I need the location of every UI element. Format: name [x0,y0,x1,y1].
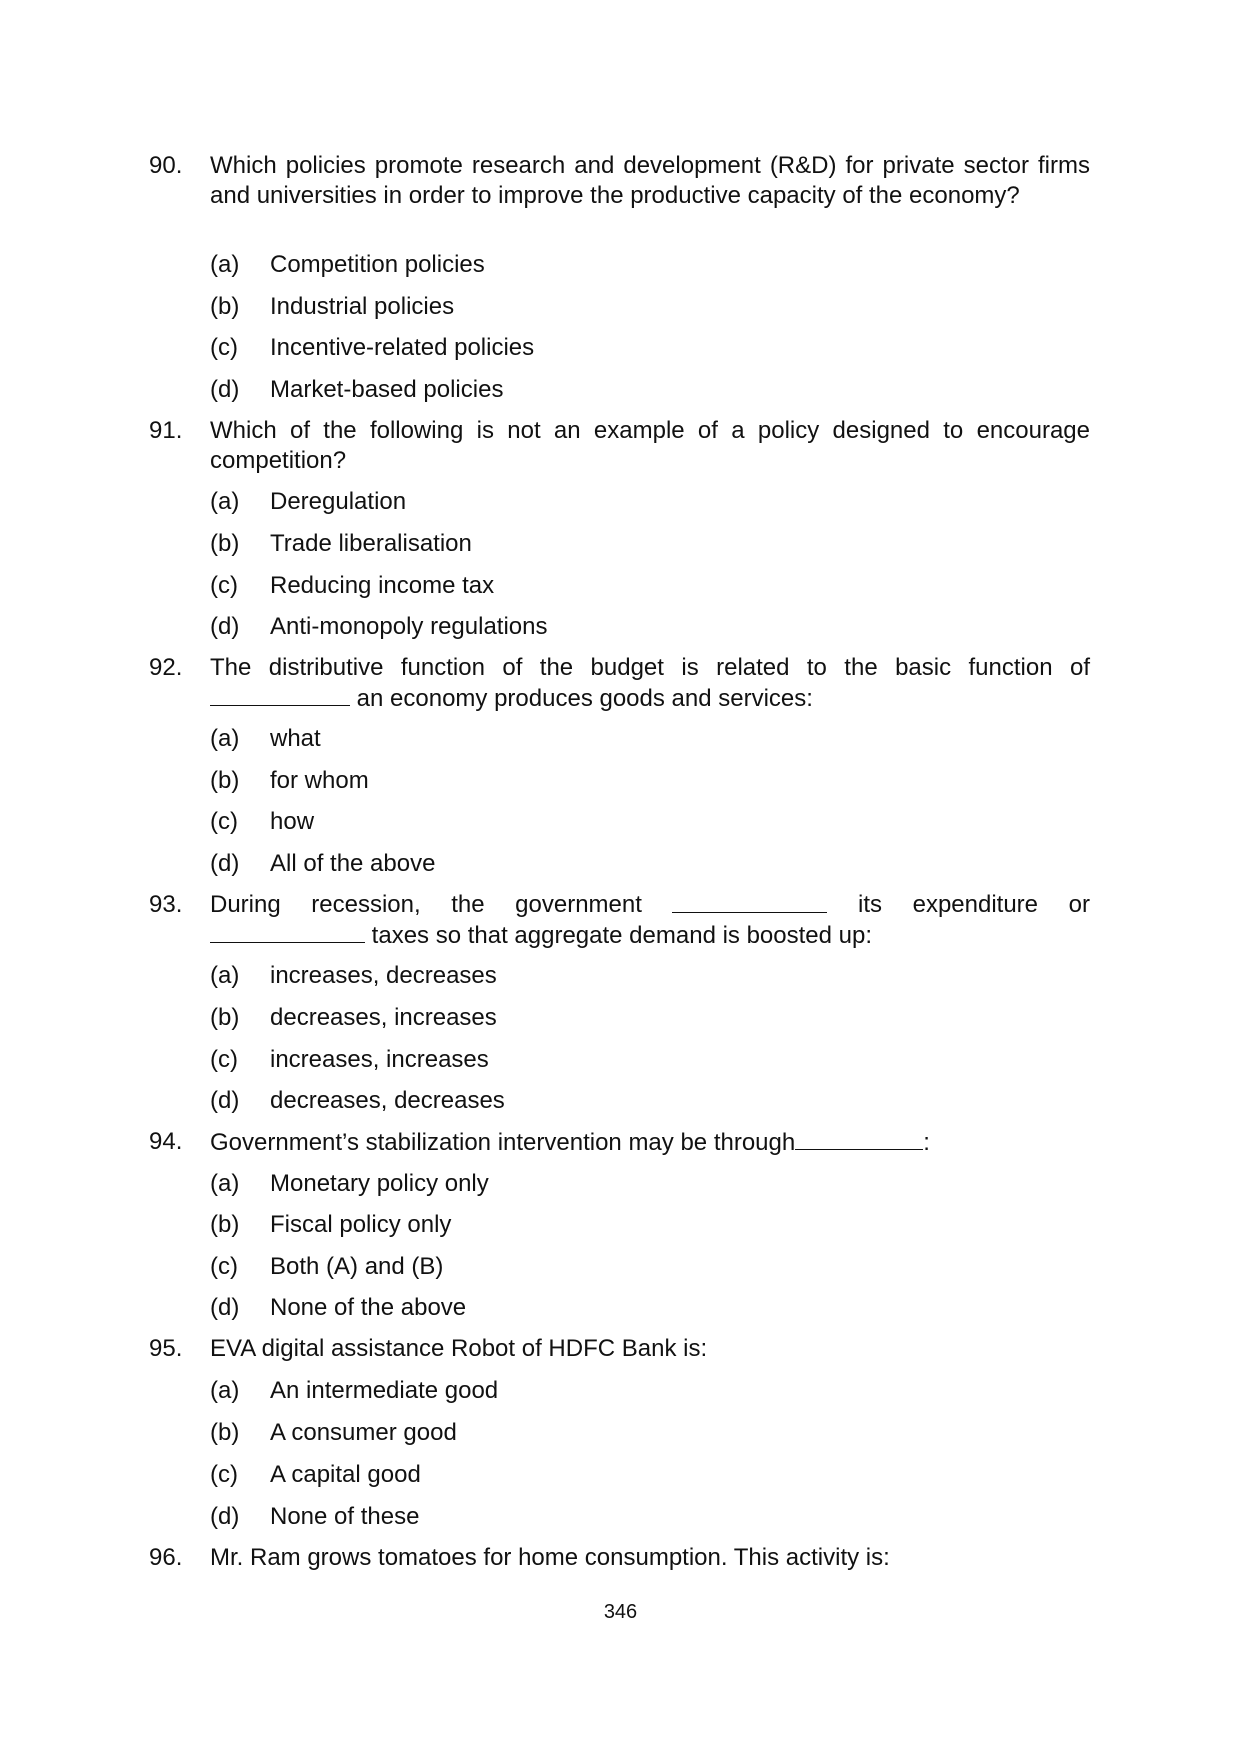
option-text: None of the above [270,1294,467,1321]
question-text-fragment: Government’s stabilization intervention may be through [210,1129,796,1156]
option-text: Reducing income tax [270,572,495,599]
question-word: or [1068,891,1090,918]
option-label: (d) [210,1087,240,1114]
option-text: for whom [270,767,369,794]
option-text: increases, decreases [270,962,497,989]
question-text-fragment: taxes so that aggregate demand is boosted up: [371,921,873,949]
option-text: decreases, decreases [270,1087,505,1114]
question-number: 92. [149,654,183,681]
question-text [210,890,1090,950]
option-text: Industrial policies [270,293,455,320]
option-label: (b) [210,1419,240,1446]
option-text: Market-based policies [270,376,504,403]
question-word: expenditure [912,891,1039,918]
answer-blank [672,890,827,913]
option-text: Fiscal policy only [270,1211,452,1238]
option-label: (c) [210,334,238,361]
question-text-fragment: : [923,1129,930,1156]
option-text: None of these [270,1503,420,1530]
option-label: (c) [210,1253,238,1280]
option-label: (c) [210,1046,238,1073]
question-text: Which of the following is not an example of a policy designed to encourage competition? [210,417,1090,474]
question-text-line: The distributive function of the budget is related to the basic function of [210,654,1090,681]
page-number: 346 [603,1601,638,1623]
question-word: government [515,891,642,918]
answer-blank [795,1127,923,1150]
question-text-fragment: an economy produces goods and services: [356,684,813,712]
option-text: Trade liberalisation [270,530,472,557]
option-label: (d) [210,613,240,640]
question-text: EVA digital assistance Robot of HDFC Bank is: [210,1335,708,1362]
option-text: increases, increases [270,1046,489,1073]
option-label: (a) [210,488,240,515]
option-text: Monetary policy only [270,1170,489,1197]
option-text: how [270,808,315,835]
question-number: 93. [149,891,183,918]
option-text: Deregulation [270,488,407,515]
option-label: (a) [210,962,240,989]
answer-blank [210,683,350,706]
question-word: the [451,891,485,918]
question-text [210,1127,1090,1158]
answer-blank [210,920,365,943]
option-text: decreases, increases [270,1004,497,1031]
question-number: 95. [149,1335,183,1362]
question-word: During [210,891,281,918]
option-text: A consumer good [270,1419,457,1446]
option-text: Competition policies [270,251,485,278]
question-number: 91. [149,417,183,444]
option-text: An intermediate good [270,1377,499,1404]
option-label: (a) [210,725,240,752]
option-label: (a) [210,1377,240,1404]
option-text: A capital good [270,1461,421,1488]
option-label: (d) [210,1294,240,1321]
question-text-line [210,890,1090,920]
option-label: (b) [210,530,240,557]
question-text [210,653,1090,713]
question-word: its [858,891,883,918]
question-number: 94. [149,1128,183,1155]
option-label: (b) [210,293,240,320]
option-label: (d) [210,1503,240,1530]
question-text-line [210,920,1090,951]
option-label: (a) [210,1170,240,1197]
question-text: Which policies promote research and development (R&D) for private sector firms and universities in order to improve the productive capacity of the economy? [210,152,1090,209]
option-text: Incentive-related policies [270,334,535,361]
question-number: 90. [149,152,183,179]
option-label: (c) [210,808,238,835]
option-label: (d) [210,850,240,877]
option-text: Anti-monopoly regulations [270,613,548,640]
option-label: (c) [210,1461,238,1488]
question-number: 96. [149,1544,183,1571]
option-label: (a) [210,251,240,278]
option-text: Both (A) and (B) [270,1253,444,1280]
option-label: (c) [210,572,238,599]
option-label: (b) [210,1211,240,1238]
option-text: All of the above [270,850,436,877]
option-label: (b) [210,767,240,794]
option-label: (d) [210,376,240,403]
question-text: Mr. Ram grows tomatoes for home consumption. This activity is: [210,1544,890,1571]
question-word: recession, [311,891,421,918]
option-text: what [270,725,321,752]
option-label: (b) [210,1004,240,1031]
question-text-line [210,683,1090,714]
